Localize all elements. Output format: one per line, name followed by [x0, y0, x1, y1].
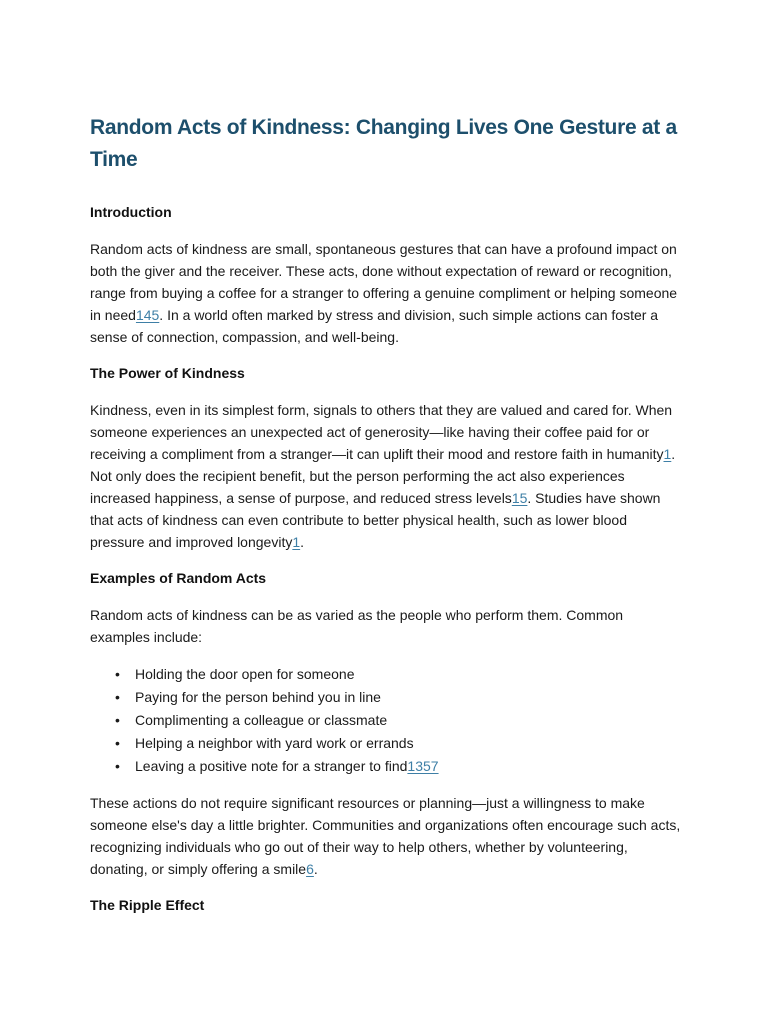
bullet-icon: •	[115, 689, 120, 705]
citation-link[interactable]: 1	[292, 534, 301, 550]
citation-link[interactable]: 6	[306, 861, 314, 877]
document-page	[90, 112, 682, 931]
bullet-icon: •	[115, 666, 120, 682]
examples-list	[90, 663, 682, 778]
citation-link[interactable]: 1357	[407, 758, 439, 774]
list-item-text: Leaving a positive note for a stranger to find	[135, 758, 408, 774]
paragraph-text: Random acts of kindness are small, spontaneous gestures that can have a profound impact on both the giver and the receiver. These acts, done without expectation of reward or recognition, range from buying a coffee for a stranger to offering a genuine compliment or helping someone in need	[90, 241, 678, 323]
examples-closing-paragraph	[90, 792, 682, 880]
list-item	[115, 709, 682, 732]
list-item-text: Holding the door open for someone	[135, 666, 355, 682]
list-item	[115, 663, 682, 686]
paragraph-text: .	[313, 861, 318, 877]
bullet-icon: •	[115, 735, 120, 751]
list-item-text: Paying for the person behind you in line	[135, 689, 381, 705]
power-paragraph	[90, 399, 682, 553]
section-heading-examples: Examples of Random Acts	[90, 570, 267, 586]
paragraph-text: . Not only does the recipient benefit, but the person performing the act also experiences increased happiness, a sense of purpose, and reduced stress levels	[90, 446, 676, 506]
bullet-icon: •	[115, 758, 120, 774]
document-title: Random Acts of Kindness: Changing Lives One Gesture at a Time	[90, 116, 677, 171]
intro-paragraph	[90, 238, 682, 348]
section-heading-power-of-kindness: The Power of Kindness	[90, 365, 245, 381]
section-heading-introduction: Introduction	[90, 204, 172, 220]
citation-link[interactable]: 15	[511, 490, 528, 506]
paragraph-text: Kindness, even in its simplest form, signals to others that they are valued and cared for. When someone experiences an unexpected act of generosity—like having their coffee paid for or receiving a compliment from a stranger—it can uplift their mood and restore faith in humanity	[90, 402, 673, 462]
list-item-text: Complimenting a colleague or classmate	[135, 712, 388, 728]
list-item-text: Helping a neighbor with yard work or errands	[135, 735, 414, 751]
citation-link[interactable]: 145	[135, 307, 160, 323]
paragraph-text: . Studies have shown that acts of kindness can even contribute to better physical health, such as lower blood pressure and improved longevity	[90, 490, 661, 550]
list-item	[115, 732, 682, 755]
paragraph-text: .	[300, 534, 305, 550]
examples-intro-paragraph: Random acts of kindness can be as varied as the people who perform them. Common examples include:	[90, 607, 624, 645]
paragraph-text: These actions do not require significant resources or planning—just a willingness to make someone else's day a little brighter. Communities and organizations often encourage such acts, recognizing individuals who go out of their way to help others, whether by volunteering, donating, or simply offering a smile	[90, 795, 681, 877]
bullet-icon: •	[115, 712, 120, 728]
list-item	[115, 755, 682, 778]
citation-link[interactable]: 1	[663, 446, 672, 462]
section-heading-ripple-effect: The Ripple Effect	[90, 897, 205, 913]
paragraph-text: . In a world often marked by stress and division, such simple actions can foster a sense of connection, compassion, and well-being.	[90, 307, 659, 345]
list-item	[115, 686, 682, 709]
